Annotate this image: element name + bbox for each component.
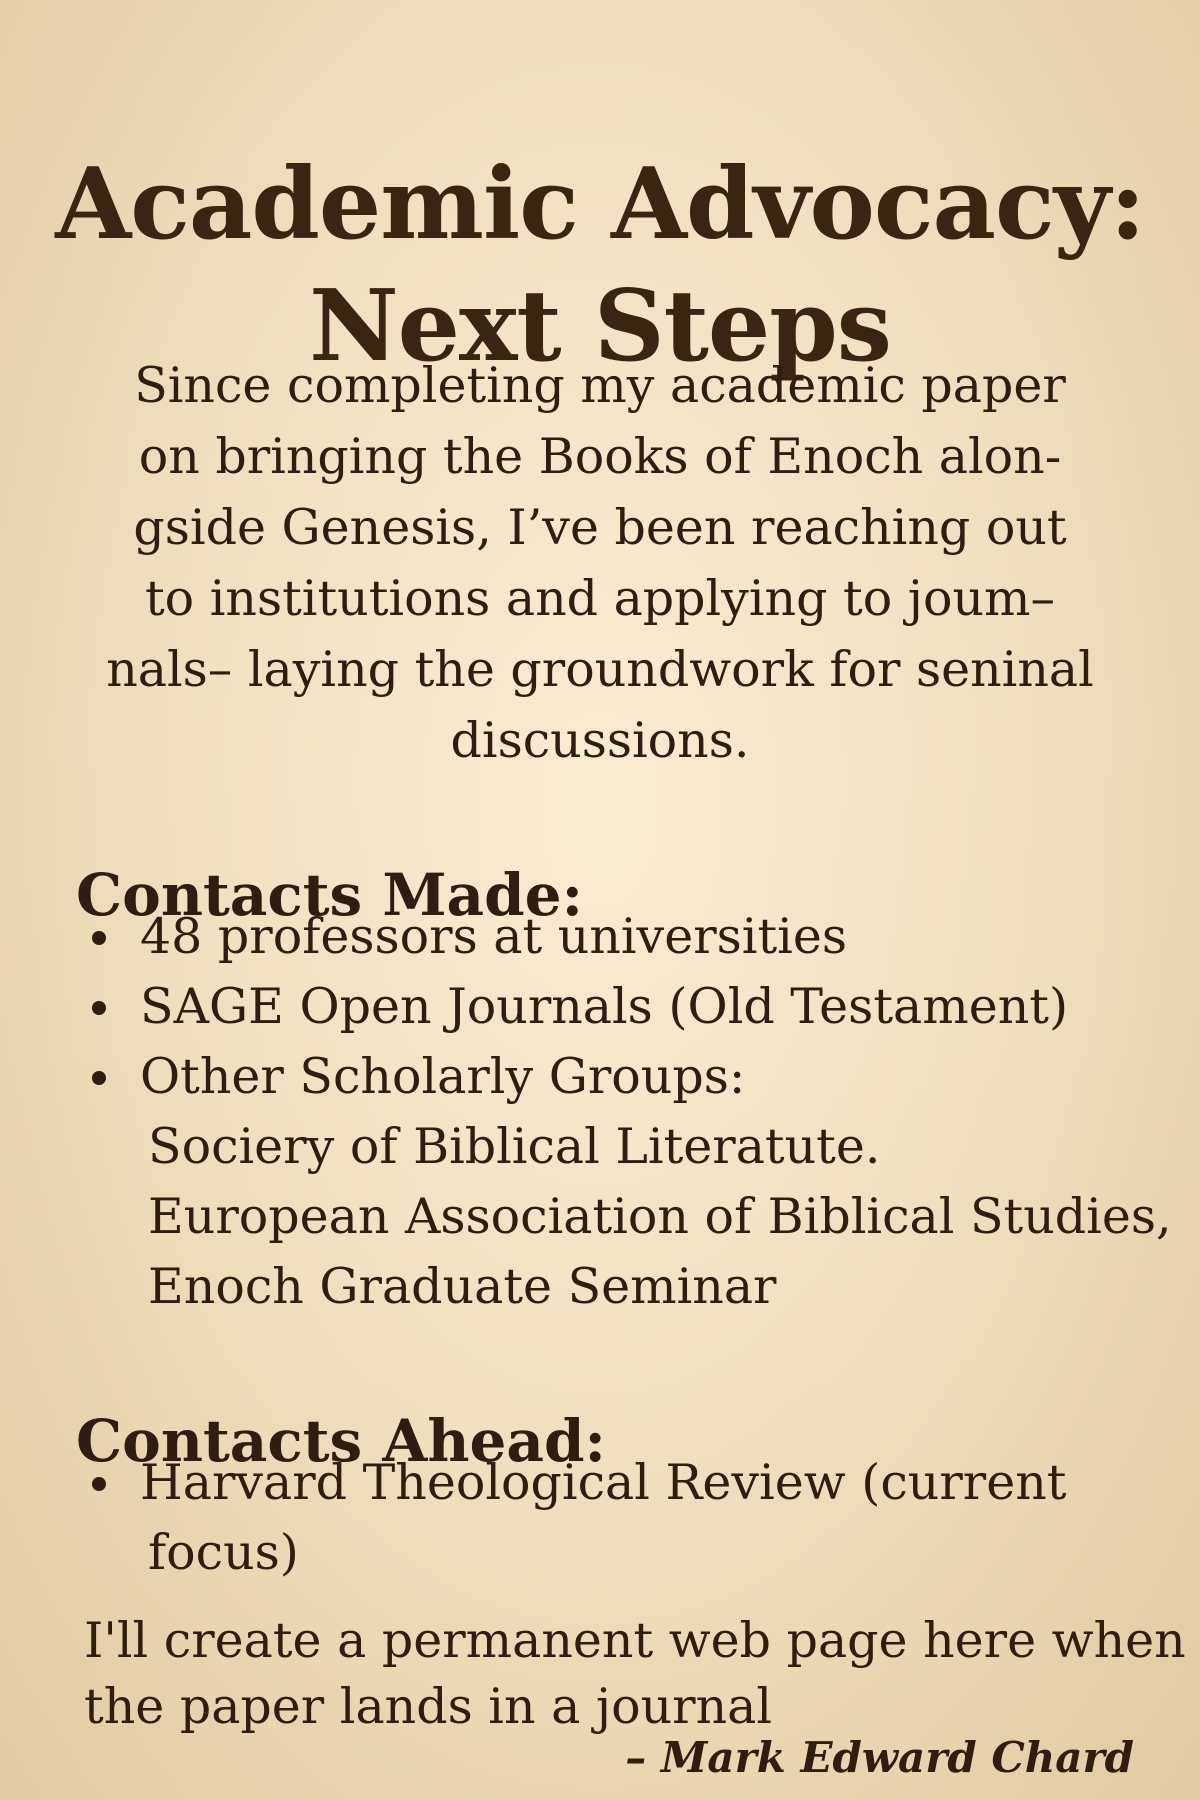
bullet-icon bbox=[92, 1001, 106, 1015]
author-signature: – Mark Edward Chard bbox=[625, 1733, 1134, 1782]
scholarly-group: European Association of Biblical Studies, bbox=[148, 1188, 1172, 1245]
contacts-ahead-heading: Contacts Ahead: bbox=[76, 1407, 606, 1476]
contacts-made-list bbox=[84, 902, 1172, 1322]
bullet-icon bbox=[92, 1477, 106, 1491]
intro-line: discussions. bbox=[450, 712, 750, 769]
intro-line: nals– laying the groundwork for seninal bbox=[106, 641, 1094, 698]
closing-line: the paper lands in a journal bbox=[84, 1678, 773, 1735]
contacts-ahead-list bbox=[84, 1448, 1144, 1588]
intro-line: to institutions and applying to joum– bbox=[144, 570, 1056, 627]
bullet-icon bbox=[92, 1071, 106, 1085]
list-item-text: 48 professors at universities bbox=[140, 908, 847, 965]
list-item bbox=[84, 1448, 1144, 1588]
intro-line: Since completing my academic paper bbox=[134, 357, 1066, 414]
list-item-text: Harvard Theological Review (current bbox=[140, 1454, 1067, 1511]
title-line-1: Academic Advocacy: bbox=[55, 146, 1145, 262]
list-item bbox=[84, 972, 1144, 1042]
list-item-text-continued: focus) bbox=[148, 1524, 299, 1581]
scholarly-group: Enoch Graduate Seminar bbox=[148, 1258, 777, 1315]
intro-paragraph bbox=[80, 350, 1120, 776]
contacts-made-heading: Contacts Made: bbox=[76, 861, 583, 930]
list-item-text: Other Scholarly Groups: bbox=[140, 1048, 746, 1105]
intro-line: gside Genesis, I’ve been reaching out bbox=[133, 499, 1067, 556]
list-item bbox=[84, 902, 1144, 972]
list-item bbox=[84, 1042, 1172, 1322]
title-line-2: Next Steps bbox=[309, 268, 891, 384]
closing-paragraph bbox=[84, 1608, 1186, 1740]
scholarly-group: Sociery of Biblical Literatute. bbox=[148, 1118, 881, 1175]
bullet-icon bbox=[92, 931, 106, 945]
closing-line: I'll create a permanent web page here when bbox=[84, 1612, 1186, 1669]
list-item-text: SAGE Open Journals (Old Testament) bbox=[140, 978, 1069, 1035]
intro-line: on bringing the Books of Enoch alon- bbox=[138, 428, 1062, 485]
